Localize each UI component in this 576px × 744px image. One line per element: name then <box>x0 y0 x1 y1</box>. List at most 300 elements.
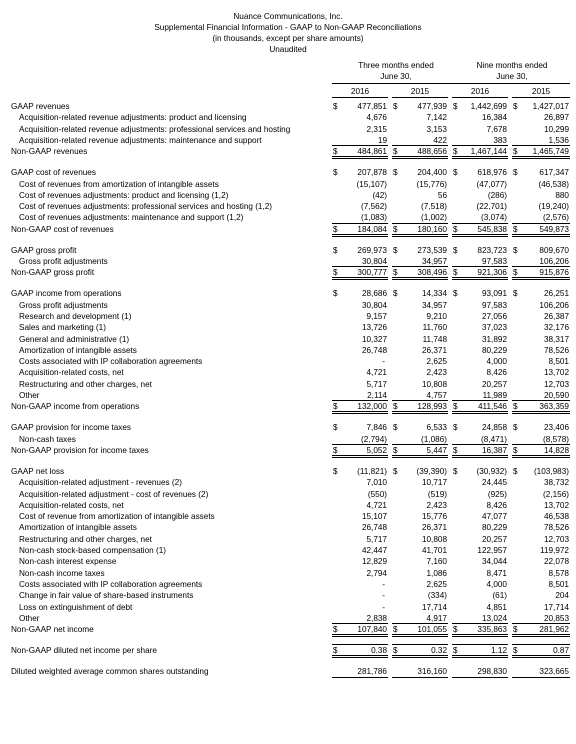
value-number: (103,983) <box>533 466 569 476</box>
value-cell <box>512 489 570 500</box>
three-months-rule <box>332 83 452 84</box>
table-row <box>0 590 576 601</box>
value-number: 5,447 <box>426 445 447 455</box>
table-row <box>0 224 576 235</box>
value-cell <box>452 367 508 378</box>
value-cell <box>512 579 570 590</box>
value-number: 10,327 <box>361 334 387 344</box>
value-cell <box>392 545 448 556</box>
value-number: 1,467,144 <box>470 147 507 157</box>
value-cell <box>512 334 570 345</box>
value-number: 4,721 <box>366 368 387 378</box>
value-cell <box>452 145 508 159</box>
value-number: 128,993 <box>417 402 447 412</box>
report-title: Supplemental Financial Information - GAAP to Non-GAAP Reconciliations <box>154 23 422 32</box>
value-number: (15,776) <box>416 179 447 189</box>
value-cell <box>512 367 570 378</box>
dollar-sign: $ <box>453 402 458 412</box>
dollar-sign: $ <box>333 646 338 656</box>
value-cell <box>332 623 388 637</box>
audit-status: Unaudited <box>269 45 307 54</box>
table-row <box>0 179 576 190</box>
value-number: - <box>382 602 385 612</box>
value-number: 323,665 <box>539 667 569 677</box>
value-cell <box>452 112 508 123</box>
value-number: 921,306 <box>477 268 507 278</box>
value-number: 1,442,699 <box>470 102 507 111</box>
value-cell <box>332 466 388 477</box>
value-number: 8,426 <box>486 500 507 510</box>
value-number: (925) <box>487 489 507 499</box>
value-number: - <box>382 357 385 367</box>
value-number: 14,828 <box>543 445 569 455</box>
value-cell <box>512 179 570 190</box>
value-number: 34,044 <box>481 557 507 567</box>
value-number: 308,496 <box>417 268 447 278</box>
three-months-subheader: June 30, <box>380 72 412 81</box>
value-number: (550) <box>367 489 387 499</box>
value-number: 10,808 <box>421 534 447 544</box>
value-cell <box>452 545 508 556</box>
table-row <box>0 245 576 256</box>
value-cell <box>512 556 570 567</box>
row-label: Non-cash income taxes <box>19 568 105 578</box>
value-number: 31,892 <box>481 334 507 344</box>
value-cell <box>332 145 388 159</box>
value-number: 13,726 <box>361 323 387 333</box>
value-number: 9,157 <box>366 311 387 321</box>
value-cell <box>332 602 388 613</box>
value-number: 2,625 <box>426 579 447 589</box>
value-cell <box>512 568 570 579</box>
row-label: Acquisition-related adjustment - cost of revenues (2) <box>19 489 209 499</box>
value-cell <box>512 322 570 333</box>
dollar-sign: $ <box>333 224 338 234</box>
value-cell <box>452 444 508 458</box>
value-cell <box>332 379 388 390</box>
value-cell <box>392 568 448 579</box>
value-cell <box>392 466 448 477</box>
value-number: 26,897 <box>543 113 569 123</box>
value-cell <box>452 511 508 522</box>
value-number: 8,471 <box>486 568 507 578</box>
row-label: Loss on extinguishment of debt <box>19 602 133 612</box>
dollar-sign: $ <box>333 445 338 455</box>
value-cell <box>332 644 388 658</box>
dollar-sign: $ <box>453 445 458 455</box>
value-cell <box>392 167 448 178</box>
table-row <box>0 300 576 311</box>
value-cell <box>332 545 388 556</box>
value-number: 477,851 <box>357 102 387 111</box>
value-number: 617,347 <box>539 168 569 178</box>
value-number: 618,976 <box>477 168 507 178</box>
value-cell <box>332 334 388 345</box>
value-number: 2,423 <box>426 500 447 510</box>
value-cell <box>392 190 448 201</box>
value-number: 4,000 <box>486 357 507 367</box>
value-cell <box>512 379 570 390</box>
value-cell <box>392 422 448 433</box>
row-label: Acquisition-related adjustment - revenues (2) <box>19 478 182 488</box>
value-number: 7,678 <box>486 124 507 134</box>
row-label: GAAP income from operations <box>11 289 122 299</box>
table-row <box>0 112 576 123</box>
value-number: 8,578 <box>548 568 569 578</box>
value-cell <box>332 311 388 322</box>
value-cell <box>392 245 448 256</box>
value-cell <box>512 167 570 178</box>
dollar-sign: $ <box>453 268 458 278</box>
dollar-sign: $ <box>453 625 458 635</box>
value-number: 28,686 <box>361 289 387 299</box>
year-header-4: 2015 <box>531 87 551 96</box>
value-cell <box>452 477 508 488</box>
year-header-1: 2016 <box>350 87 370 96</box>
value-cell <box>392 590 448 601</box>
row-label: Cost of revenues adjustments: maintenance and support (1,2) <box>19 213 244 223</box>
row-label: GAAP revenues <box>11 102 70 111</box>
table-row <box>0 288 576 299</box>
value-cell <box>452 101 508 112</box>
value-number: 122,957 <box>477 546 507 555</box>
dollar-sign: $ <box>513 423 518 433</box>
value-cell <box>332 179 388 190</box>
value-cell <box>332 190 388 201</box>
table-row <box>0 534 576 545</box>
value-cell <box>332 568 388 579</box>
value-number: (11,821) <box>357 466 387 476</box>
value-cell <box>332 356 388 367</box>
value-number: 2,114 <box>367 391 387 400</box>
value-cell <box>392 288 448 299</box>
value-number: 26,748 <box>361 345 387 355</box>
value-number: 12,829 <box>361 557 387 567</box>
value-cell <box>332 400 388 414</box>
dollar-sign: $ <box>333 289 338 299</box>
value-cell <box>512 223 570 237</box>
value-number: 97,583 <box>481 257 507 266</box>
value-number: 1.12 <box>491 646 507 656</box>
value-cell <box>332 167 388 178</box>
row-label: Gross profit adjustments <box>19 300 108 310</box>
table-row <box>0 356 576 367</box>
value-number: 30,804 <box>361 300 387 310</box>
value-number: 26,251 <box>543 289 569 299</box>
value-number: 22,078 <box>543 557 569 567</box>
dollar-sign: $ <box>453 102 458 111</box>
value-number: 10,717 <box>421 478 447 488</box>
row-label: Non-cash interest expense <box>19 557 117 567</box>
row-label: Non-GAAP net income <box>11 625 94 635</box>
dollar-sign: $ <box>453 245 458 255</box>
three-months-header: Three months ended <box>358 61 434 70</box>
dollar-sign: $ <box>393 245 398 255</box>
value-number: 0.32 <box>431 646 447 656</box>
value-number: 809,670 <box>539 245 569 255</box>
value-number: 411,546 <box>478 402 507 412</box>
dollar-sign: $ <box>513 268 518 278</box>
value-cell <box>452 300 508 311</box>
table-row <box>0 645 576 656</box>
value-cell <box>332 101 388 112</box>
value-cell <box>392 666 448 678</box>
report-units: (in thousands, except per share amounts) <box>212 34 364 43</box>
dollar-sign: $ <box>453 466 458 476</box>
dollar-sign: $ <box>333 102 338 111</box>
value-number: 26,371 <box>421 523 447 533</box>
dollar-sign: $ <box>513 402 518 412</box>
value-cell <box>452 623 508 637</box>
value-cell <box>512 422 570 433</box>
value-number: 26,371 <box>421 345 447 355</box>
table-row <box>0 201 576 212</box>
table-row <box>0 500 576 511</box>
value-number: 38,732 <box>543 478 569 488</box>
row-label: Amortization of intangible assets <box>19 523 137 533</box>
value-number: (46,538) <box>538 179 569 189</box>
value-cell <box>452 334 508 345</box>
value-number: 1,536 <box>548 135 569 145</box>
dollar-sign: $ <box>393 268 398 278</box>
value-cell <box>332 266 388 280</box>
value-cell <box>512 511 570 522</box>
dollar-sign: $ <box>453 289 458 299</box>
value-number: 27,056 <box>481 311 507 321</box>
row-label: GAAP gross profit <box>11 245 77 255</box>
value-number: 484,861 <box>357 147 387 157</box>
dollar-sign: $ <box>393 147 398 157</box>
value-number: 11,989 <box>482 391 507 400</box>
value-number: 30,804 <box>361 257 387 266</box>
value-number: 880 <box>555 190 569 200</box>
value-number: 20,853 <box>543 613 569 623</box>
value-number: 80,229 <box>481 523 507 533</box>
value-number: 4,676 <box>366 113 387 123</box>
table-row <box>0 422 576 433</box>
value-number: (30,932) <box>476 466 507 476</box>
value-cell <box>512 101 570 112</box>
table-row <box>0 477 576 488</box>
year-header-2: 2015 <box>410 87 430 96</box>
value-cell <box>452 379 508 390</box>
value-number: 7,010 <box>366 478 387 488</box>
dollar-sign: $ <box>393 625 398 635</box>
row-label: Amortization of intangible assets <box>19 345 137 355</box>
value-number: 34,957 <box>421 300 447 310</box>
dollar-sign: $ <box>393 224 398 234</box>
value-number: 37,023 <box>481 323 507 333</box>
dollar-sign: $ <box>453 423 458 433</box>
row-label: Gross profit adjustments <box>19 257 108 266</box>
value-number: 101,055 <box>417 625 447 635</box>
value-number: 915,876 <box>539 268 569 278</box>
value-number: 316,160 <box>417 667 447 677</box>
value-cell <box>512 444 570 458</box>
value-number: 5,717 <box>366 534 387 544</box>
value-cell <box>392 522 448 533</box>
value-number: (15,107) <box>356 179 387 189</box>
value-cell <box>392 400 448 414</box>
value-number: 93,091 <box>481 289 507 299</box>
row-label: Costs associated with IP collaboration agreements <box>19 579 203 589</box>
table-row <box>0 466 576 477</box>
dollar-sign: $ <box>393 289 398 299</box>
value-number: 281,786 <box>357 667 387 677</box>
value-number: 107,840 <box>357 625 387 635</box>
dollar-sign: $ <box>393 423 398 433</box>
row-label: Cost of revenues from amortization of intangible assets <box>19 179 219 189</box>
dollar-sign: $ <box>393 445 398 455</box>
value-cell <box>392 179 448 190</box>
value-cell <box>512 311 570 322</box>
year-rule-4 <box>512 97 570 98</box>
value-number: 6,533 <box>426 423 447 433</box>
value-number: 38,317 <box>543 334 569 344</box>
value-number: 549,873 <box>539 224 569 234</box>
value-number: 2,625 <box>426 357 447 367</box>
value-cell <box>512 534 570 545</box>
value-number: (19,240) <box>538 202 569 212</box>
value-cell <box>332 556 388 567</box>
row-label: Costs associated with IP collaboration agreements <box>19 357 203 367</box>
value-cell <box>452 590 508 601</box>
value-cell <box>512 644 570 658</box>
value-number: 0.38 <box>371 646 387 656</box>
dollar-sign: $ <box>453 224 458 234</box>
table-row <box>0 334 576 345</box>
value-cell <box>392 644 448 658</box>
row-label: Non-GAAP gross profit <box>11 268 95 278</box>
value-cell <box>512 466 570 477</box>
value-number: 78,526 <box>543 523 569 533</box>
value-number: 7,846 <box>366 423 387 433</box>
value-cell <box>452 311 508 322</box>
dollar-sign: $ <box>453 646 458 656</box>
value-cell <box>332 666 388 678</box>
value-number: 20,590 <box>543 391 569 400</box>
value-cell <box>392 124 448 135</box>
value-number: 4,000 <box>486 579 507 589</box>
row-label: Cost of revenues adjustments: professional services and hosting (1,2) <box>19 202 273 212</box>
value-number: 5,052 <box>366 445 387 455</box>
table-row <box>0 489 576 500</box>
row-label: Non-GAAP cost of revenues <box>11 224 114 234</box>
nine-months-subheader: June 30, <box>496 72 528 81</box>
value-number: 132,000 <box>357 402 387 412</box>
value-cell <box>392 322 448 333</box>
value-number: 207,878 <box>357 168 387 178</box>
value-number: 15,776 <box>421 512 447 522</box>
row-label: Non-GAAP provision for income taxes <box>11 445 149 455</box>
dollar-sign: $ <box>333 466 338 476</box>
value-cell <box>512 288 570 299</box>
value-cell <box>332 522 388 533</box>
value-number: 13,702 <box>543 368 569 378</box>
table-row <box>0 511 576 522</box>
value-cell <box>332 579 388 590</box>
value-number: 106,206 <box>539 300 569 310</box>
row-label: Restructuring and other charges, net <box>19 534 152 544</box>
value-number: 8,426 <box>486 368 507 378</box>
value-number: 281,962 <box>539 625 569 635</box>
value-number: (22,701) <box>476 202 507 212</box>
value-cell <box>392 602 448 613</box>
dollar-sign: $ <box>333 423 338 433</box>
row-label: Non-cash stock-based compensation (1) <box>19 546 166 555</box>
value-cell <box>332 534 388 545</box>
value-cell <box>512 500 570 511</box>
dollar-sign: $ <box>333 147 338 157</box>
value-number: 32,176 <box>543 323 569 333</box>
value-number: 4,917 <box>426 613 447 623</box>
value-number: 26,387 <box>543 311 569 321</box>
dollar-sign: $ <box>393 646 398 656</box>
value-cell <box>452 356 508 367</box>
value-number: 14,334 <box>421 289 447 299</box>
table-row <box>0 322 576 333</box>
value-number: 11,748 <box>422 334 447 344</box>
value-number: (2,576) <box>543 213 569 223</box>
row-label: Other <box>19 613 40 623</box>
value-cell <box>452 666 508 678</box>
value-number: 335,863 <box>477 625 507 635</box>
year-rule-3 <box>452 97 508 98</box>
row-label: Research and development (1) <box>19 311 132 321</box>
row-label: Acquisition-related revenue adjustments: professional services and hosting <box>19 124 291 134</box>
value-number: 4,721 <box>366 500 387 510</box>
value-cell <box>512 190 570 201</box>
value-number: 16,384 <box>481 113 507 123</box>
value-number: 9,210 <box>426 311 447 321</box>
value-cell <box>332 444 388 458</box>
value-cell <box>512 266 570 280</box>
value-number: 2,315 <box>366 124 387 134</box>
value-cell <box>512 201 570 212</box>
value-cell <box>392 511 448 522</box>
row-label: Cost of revenue from amortization of intangible assets <box>19 512 215 522</box>
value-cell <box>512 545 570 556</box>
value-number: 80,229 <box>481 345 507 355</box>
table-row <box>0 545 576 556</box>
value-cell <box>452 266 508 280</box>
value-cell <box>392 489 448 500</box>
value-cell <box>452 345 508 356</box>
value-number: 1,427,017 <box>532 102 569 111</box>
value-cell <box>332 511 388 522</box>
table-row <box>0 602 576 613</box>
value-number: 24,858 <box>481 423 507 433</box>
dollar-sign: $ <box>333 245 338 255</box>
value-number: 17,714 <box>543 602 569 612</box>
dollar-sign: $ <box>453 147 458 157</box>
row-label: Acquisition-related costs, net <box>19 500 124 510</box>
value-cell <box>332 477 388 488</box>
value-cell <box>452 422 508 433</box>
value-number: (3,074) <box>481 213 507 223</box>
value-cell <box>392 534 448 545</box>
table-row <box>0 167 576 178</box>
value-number: 26,748 <box>361 523 387 533</box>
value-cell <box>332 322 388 333</box>
dollar-sign: $ <box>333 625 338 635</box>
value-cell <box>452 568 508 579</box>
value-cell <box>392 266 448 280</box>
value-cell <box>512 356 570 367</box>
value-number: 8,501 <box>548 579 569 589</box>
row-label: Non-GAAP revenues <box>11 147 88 157</box>
value-cell <box>512 124 570 135</box>
